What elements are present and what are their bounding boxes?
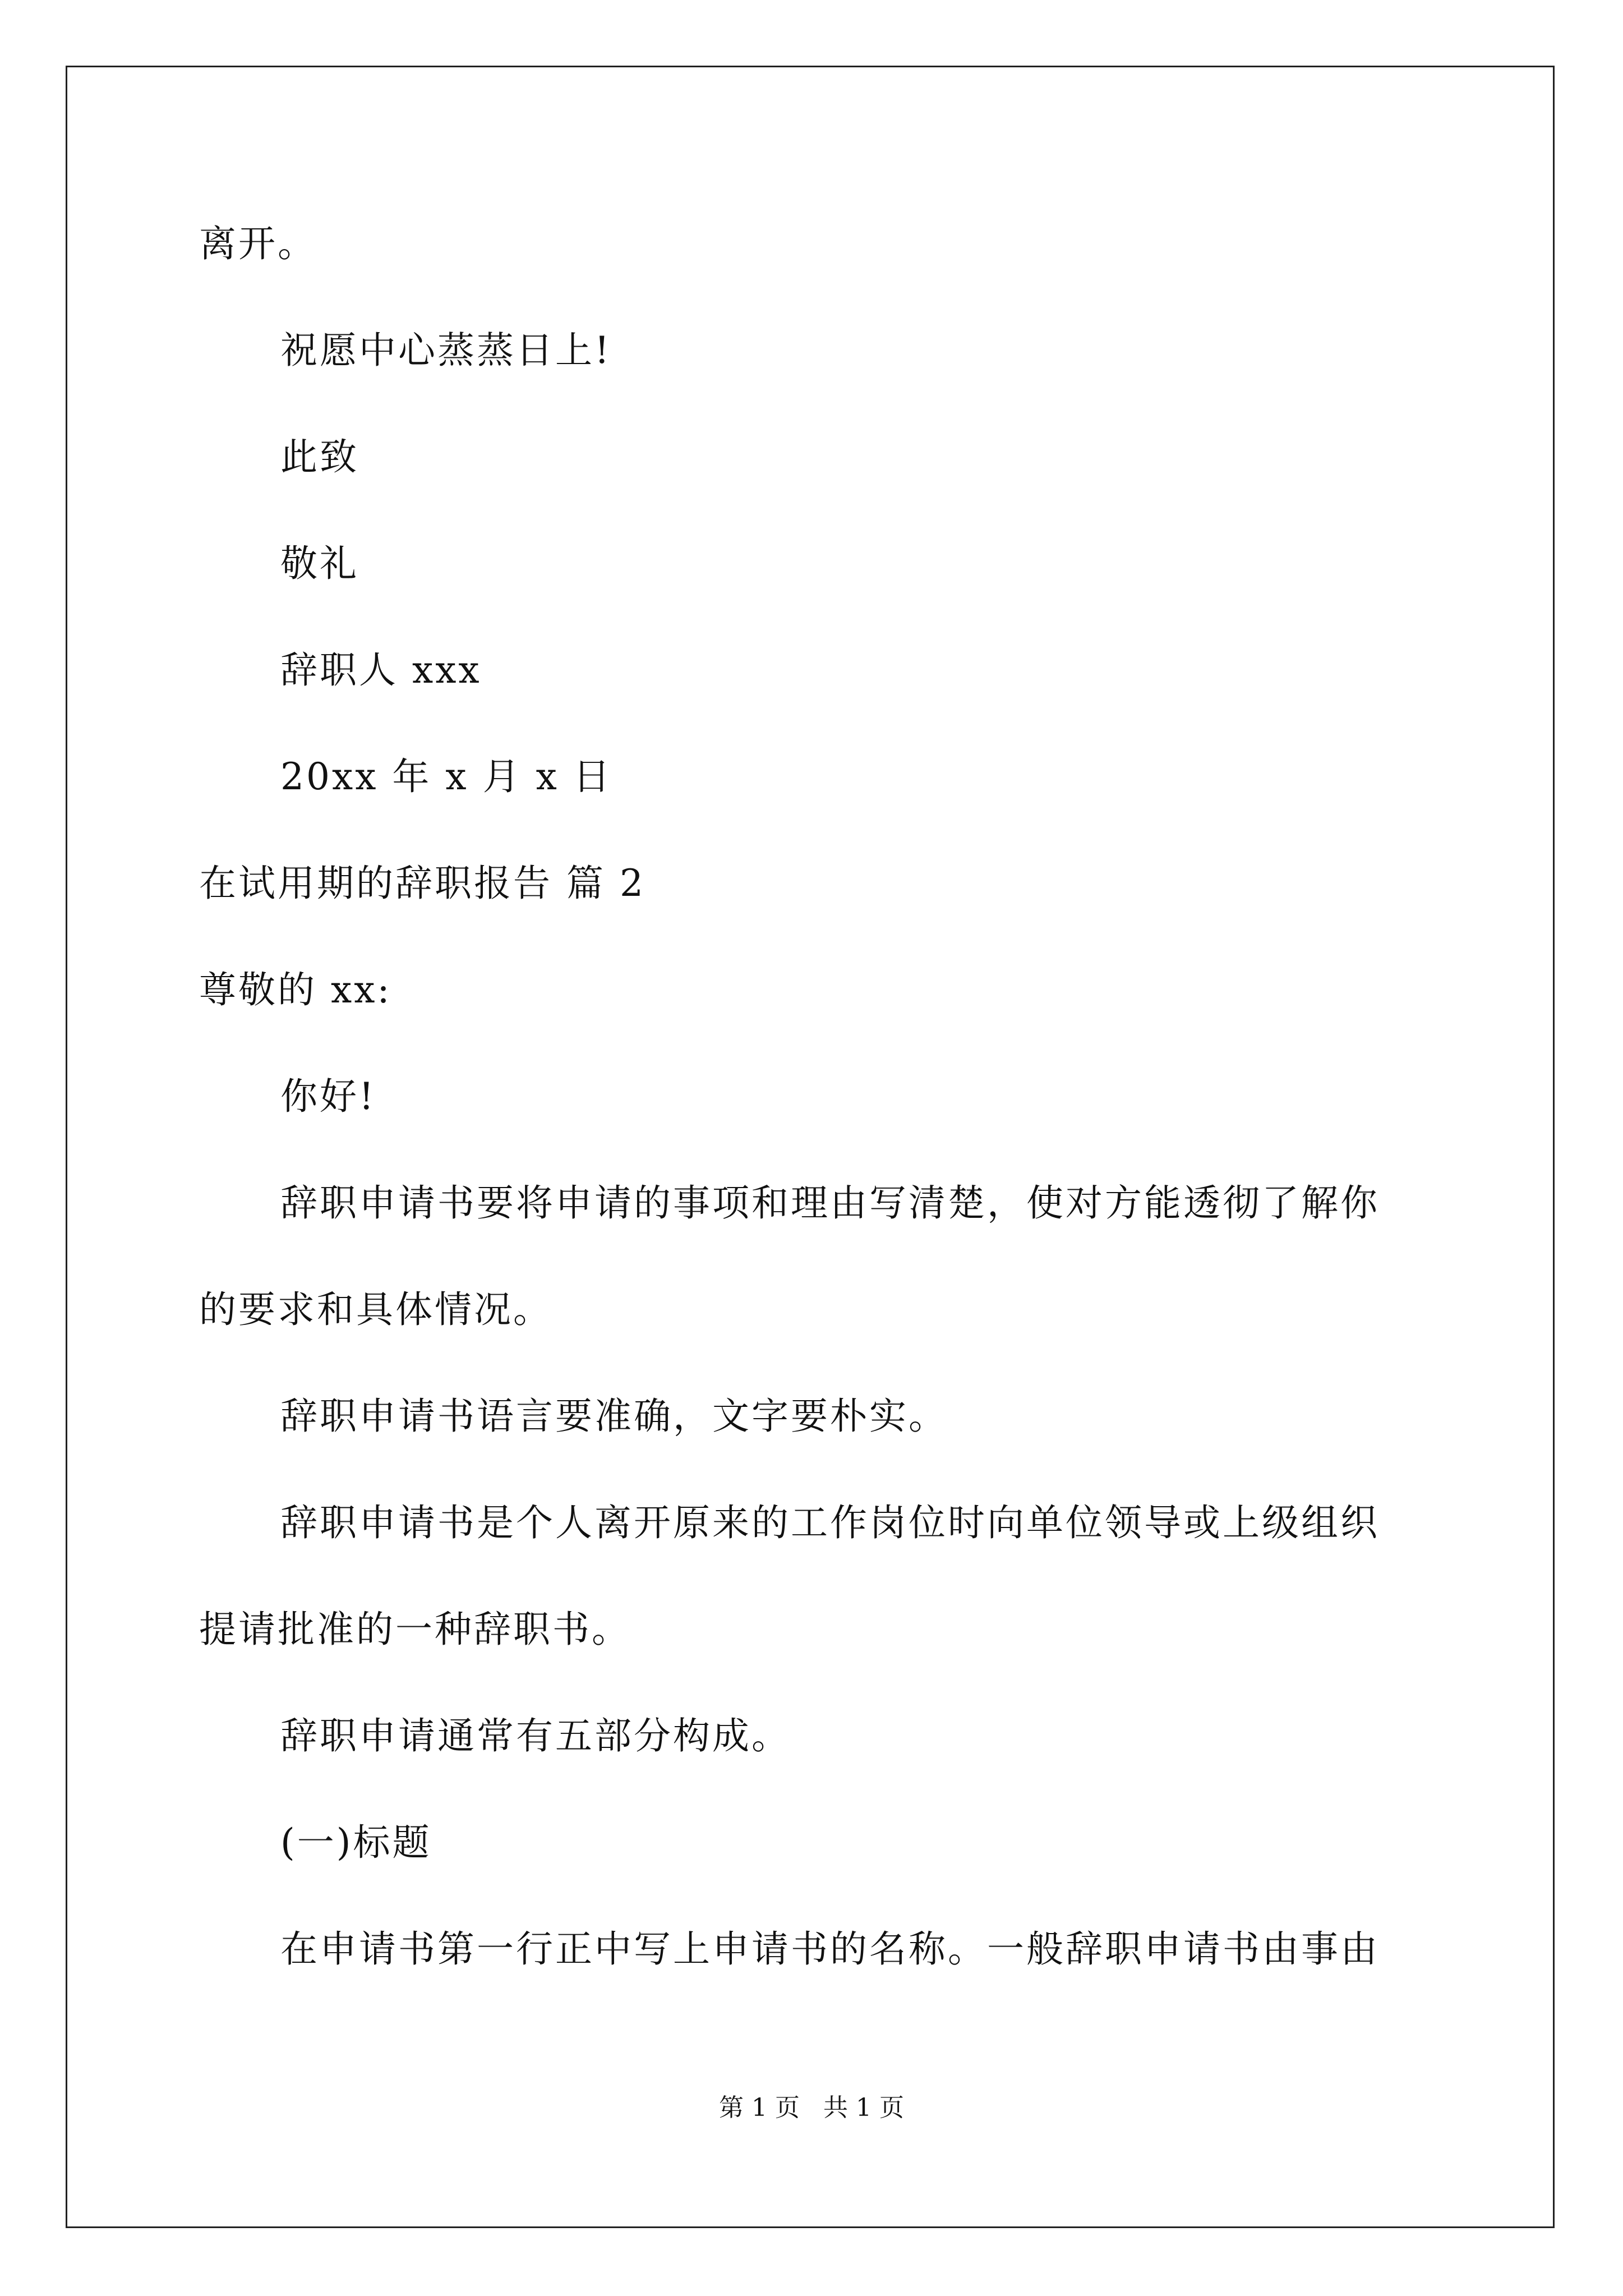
text-line: 辞职申请书语言要准确，文字要朴实。 (280, 1395, 948, 1438)
text-line: 的要求和具体情况。 (199, 1288, 552, 1331)
text-line: 20xx 年 x 月 x 日 (280, 755, 612, 798)
page-footer: 第 1 页 共 1 页 (719, 2093, 904, 2122)
text-line: 辞职申请通常有五部分构成。 (280, 1714, 791, 1757)
page-border (66, 66, 1555, 2228)
text-line: 你好! (280, 1075, 376, 1118)
text-line: 辞职申请书是个人离开原来的工作岗位时向单位领导或上级组织 (280, 1501, 1380, 1544)
section-heading: 在试用期的辞职报告 篇 2 (199, 862, 645, 905)
text-line: (一)标题 (280, 1821, 432, 1864)
text-line: 祝愿中心蒸蒸日上! (280, 329, 612, 372)
text-line: 在申请书第一行正中写上申请书的名称。一般辞职申请书由事由 (280, 1927, 1380, 1971)
text-line: 辞职申请书要将申请的事项和理由写清楚，使对方能透彻了解你 (280, 1181, 1380, 1225)
text-line: 辞职人 xxx (280, 648, 482, 692)
text-line: 离开。 (199, 222, 317, 265)
text-line: 敬礼 (280, 542, 359, 585)
text-line: 提请批准的一种辞职书。 (199, 1608, 631, 1651)
salutation: 尊敬的 xx: (199, 968, 392, 1011)
text-line: 此致 (280, 435, 359, 478)
